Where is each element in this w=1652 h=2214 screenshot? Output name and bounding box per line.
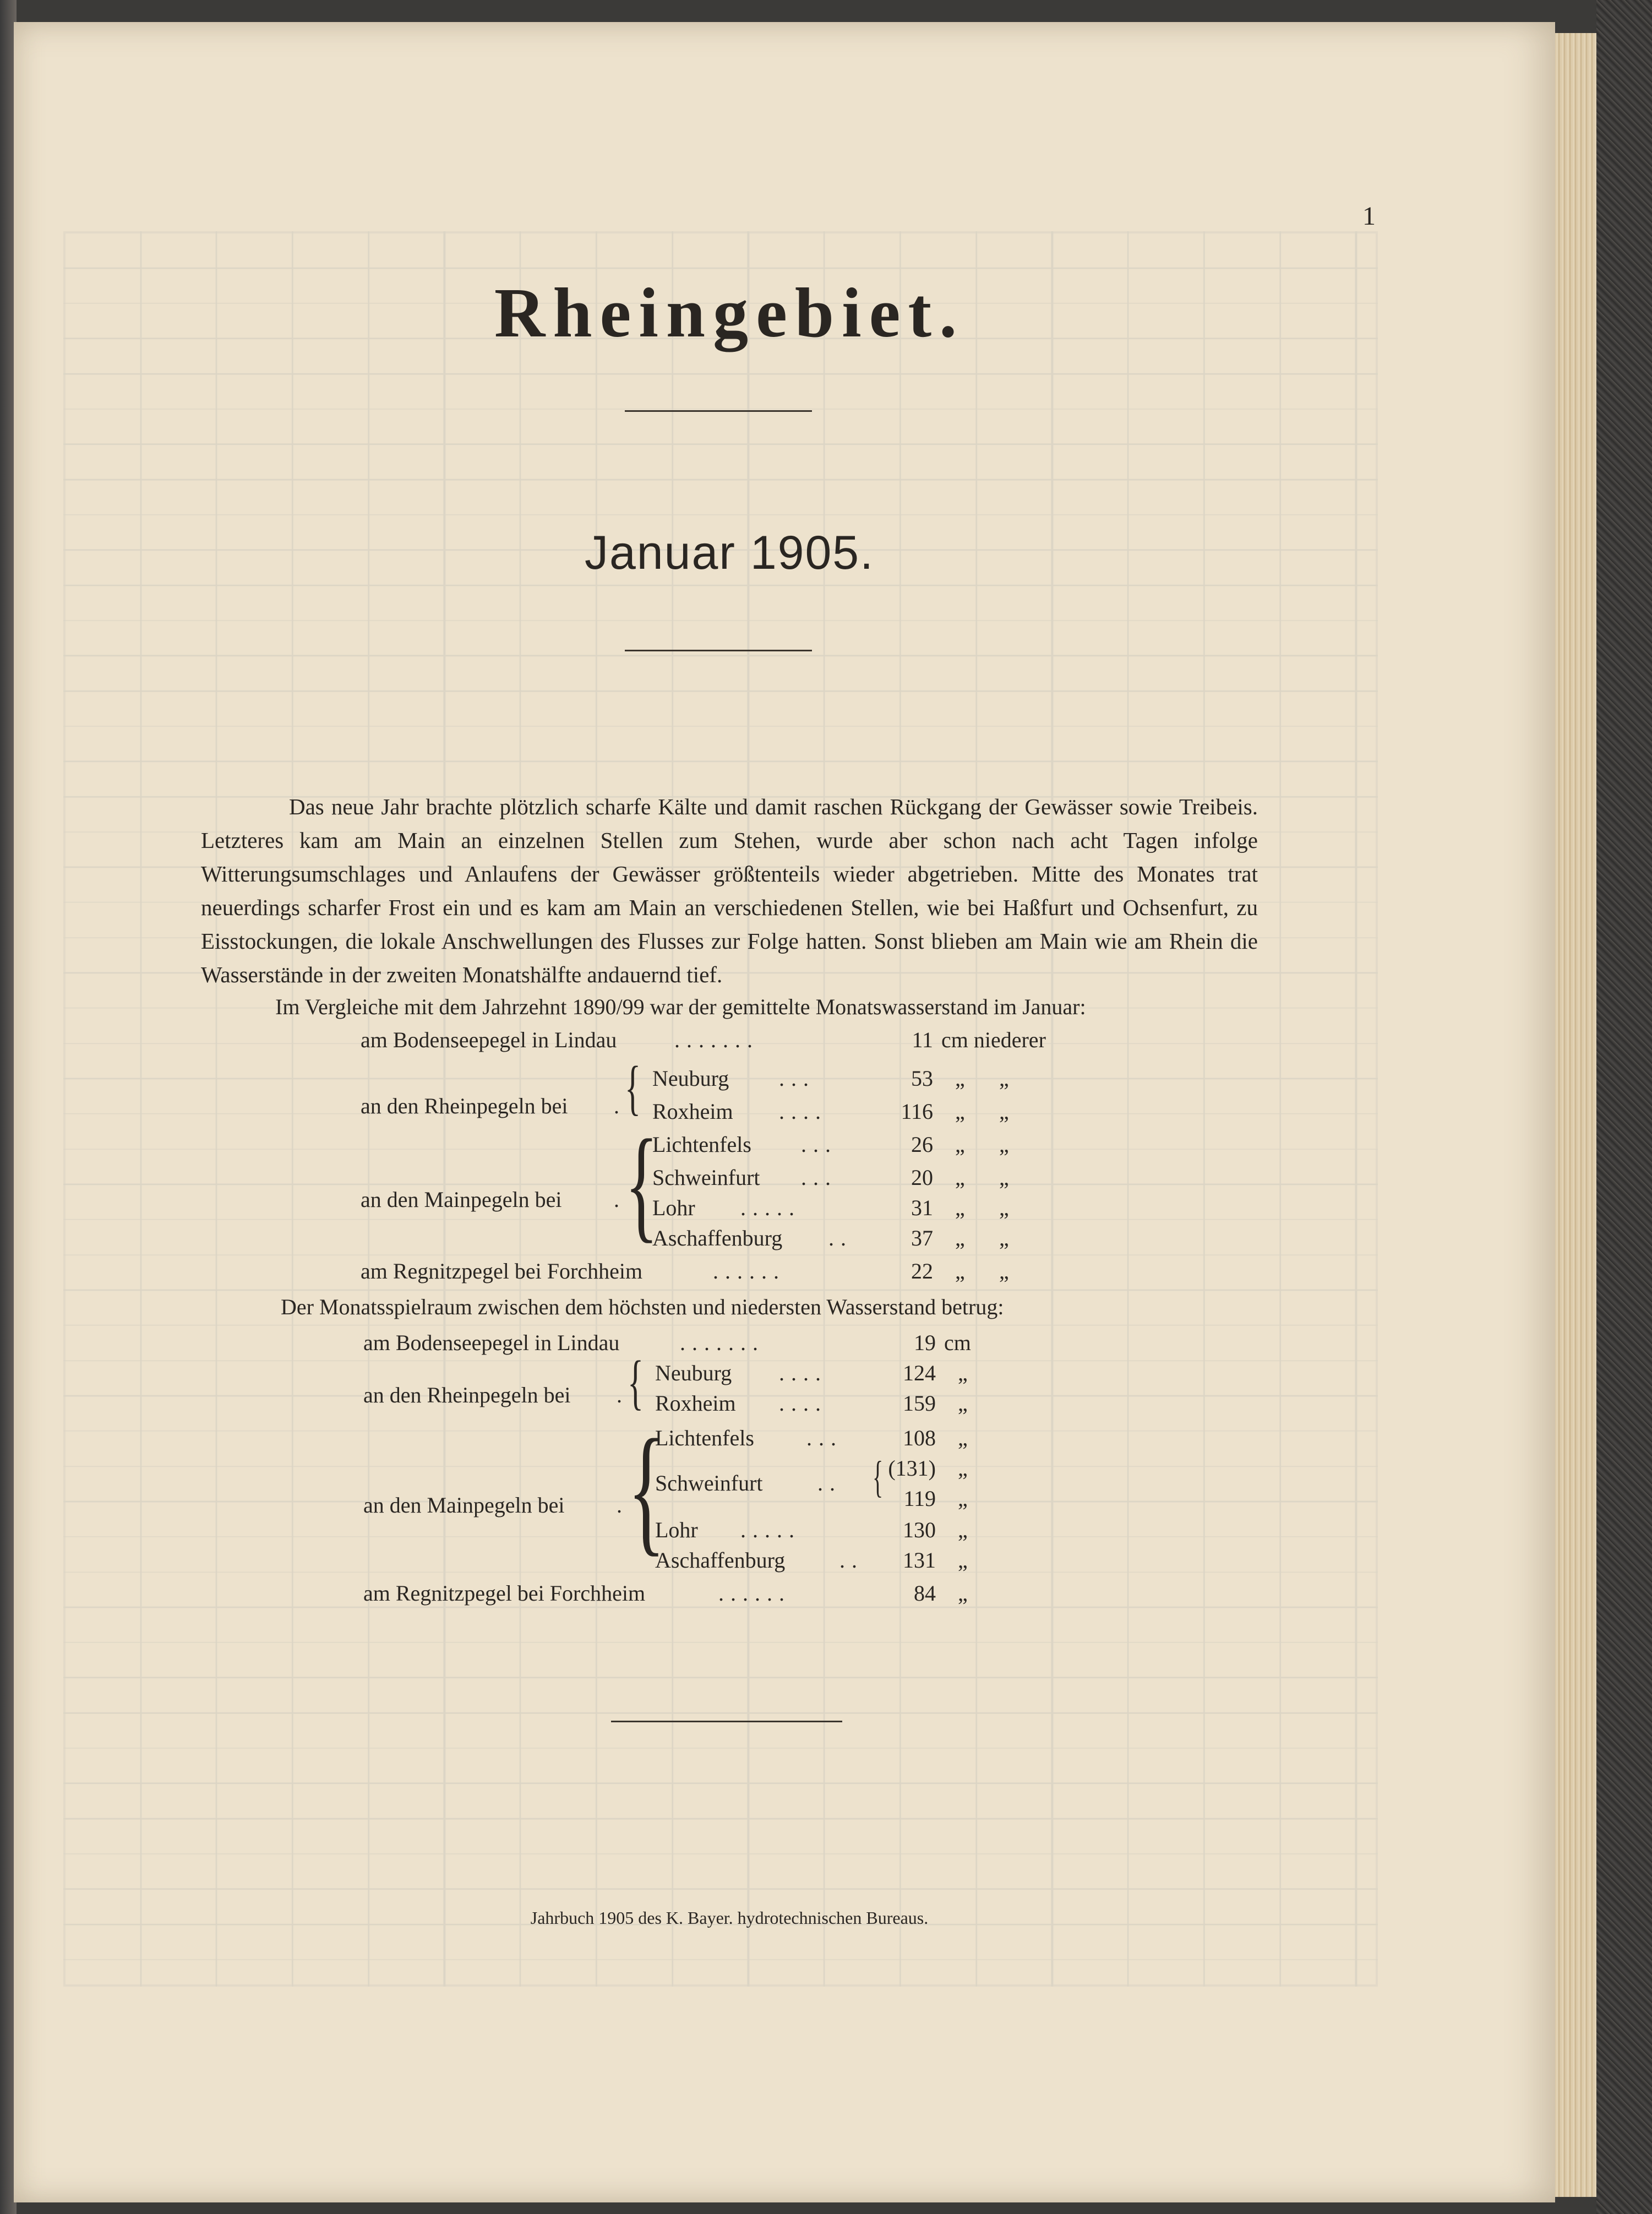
s2-regnitz-label: am Regnitzpegel bei Forchheim: [363, 1581, 646, 1606]
section2-intro: Der Monatsspielraum zwischen dem höchsten und niedersten Wasserstand betrug:: [281, 1294, 1004, 1319]
s1-main-dots-3: .....: [740, 1195, 801, 1220]
s2-ditto-2: „: [958, 1391, 968, 1416]
s2-rhein-brace: {: [628, 1348, 644, 1416]
intro-paragraph: [201, 790, 1258, 992]
s2-bodensee-unit: cm: [944, 1330, 971, 1355]
s1-ditto-3a: „: [955, 1132, 965, 1157]
s1-ditto-7b: „: [999, 1259, 1009, 1283]
page-number: 1: [1362, 202, 1376, 231]
title-rule: [625, 410, 812, 412]
s1-ditto-2a: „: [955, 1099, 965, 1124]
s1-ditto-1b: „: [999, 1066, 1009, 1091]
s1-ditto-5b: „: [999, 1195, 1009, 1220]
s2-rhein-neuburg-value: 124: [903, 1361, 936, 1385]
s2-ditto-3: „: [958, 1426, 968, 1450]
page-title: Rheingebiet.: [494, 274, 965, 352]
s2-main-dots-3: .....: [740, 1517, 801, 1542]
s2-rhein-roxheim-value: 159: [903, 1391, 936, 1416]
s1-main-schweinfurt-value: 20: [911, 1165, 933, 1190]
s1-ditto-6b: „: [999, 1226, 1009, 1250]
s1-ditto-4b: „: [999, 1165, 1009, 1190]
s1-main-dots-2: ...: [801, 1165, 837, 1190]
s1-bodensee-value: 11: [912, 1027, 933, 1052]
s1-rhein-dot: .: [614, 1094, 619, 1118]
s2-ditto-7: „: [958, 1581, 968, 1606]
s2-rhein-group: an den Rheinpegeln bei: [363, 1383, 571, 1407]
subtitle-rule: [625, 650, 812, 651]
s2-ditto-1: „: [958, 1361, 968, 1385]
s1-ditto-6a: „: [955, 1226, 965, 1250]
s1-main-lohr-value: 31: [911, 1195, 933, 1220]
s1-bodensee-unit: cm niederer: [941, 1027, 1046, 1052]
s2-ditto-5: „: [958, 1517, 968, 1542]
s1-main-aschaffenburg-value: 37: [911, 1226, 933, 1250]
s1-rhein-neuburg-value: 53: [911, 1066, 933, 1091]
s1-rhein-dots-1: ...: [779, 1066, 815, 1091]
s1-regnitz-dots: ......: [713, 1259, 786, 1283]
book-page: [14, 22, 1555, 2202]
s2-main-schweinfurt: Schweinfurt: [655, 1471, 763, 1495]
s1-regnitz-value: 22: [911, 1259, 933, 1283]
s1-bodensee-dots: .......: [674, 1027, 759, 1052]
s1-main-group: an den Mainpegeln bei: [361, 1187, 562, 1212]
closing-rule: [611, 1721, 842, 1722]
s2-main-dot: .: [617, 1493, 622, 1517]
s1-main-lichtenfels: Lichtenfels: [652, 1132, 751, 1157]
paragraph-text: Das neue Jahr brachte plötzlich scharfe Kälte und damit raschen Rückgang der Gewässer sowie Treibeis. Letzteres kam am Main an einzelnen Stellen zum Stehen, wurde aber schon nach acht Tagen infolge Witterungsumschlages und Anlaufens der Gewässer größtenteils wieder abgetrieben. Mitte des Monates trat neuerdings scharfer Frost ein und es kam am Main an verschiedenen Stellen, wie bei Haßfurt und Ochsenfurt, zu Eisstockungen, die lokale Anschwellungen des Flusses zur Folge hatten. Sonst blieben am Main wie am Rhein die Wasserstände in der zweiten Monatshälfte andauernd tief.: [201, 794, 1258, 987]
s2-main-group: an den Mainpegeln bei: [363, 1493, 565, 1517]
s1-main-aschaffenburg: Aschaffenburg: [652, 1226, 783, 1250]
s1-main-dots-4: ..: [828, 1226, 853, 1250]
s1-rhein-roxheim-value: 116: [901, 1099, 933, 1124]
s1-ditto-4a: „: [955, 1165, 965, 1190]
section1-intro: Im Vergleiche mit dem Jahrzehnt 1890/99 war der gemittelte Monatswasserstand im Januar:: [275, 994, 1086, 1019]
s2-rhein-neuburg: Neuburg: [655, 1361, 732, 1385]
s2-main-schweinfurt-value2: 119: [903, 1486, 936, 1511]
s2-ditto-4b: „: [958, 1486, 968, 1511]
s1-rhein-roxheim: Roxheim: [652, 1099, 733, 1124]
s2-main-lichtenfels: Lichtenfels: [655, 1426, 754, 1450]
s2-bodensee-dots: .......: [680, 1330, 765, 1355]
s2-ditto-6: „: [958, 1548, 968, 1573]
s2-main-lichtenfels-value: 108: [903, 1426, 936, 1450]
s1-ditto-5a: „: [955, 1195, 965, 1220]
page-edges: [1555, 33, 1596, 2197]
s2-schweinfurt-brace: {: [873, 1453, 884, 1502]
s2-regnitz-dots: ......: [718, 1581, 791, 1606]
s1-main-schweinfurt: Schweinfurt: [652, 1165, 760, 1190]
s1-rhein-brace: {: [625, 1054, 641, 1121]
s2-rhein-dots-2: ....: [779, 1391, 827, 1416]
s2-rhein-dots-1: ....: [779, 1361, 827, 1385]
s2-main-brace: {: [628, 1410, 666, 1569]
s2-main-schweinfurt-value: (131): [888, 1456, 936, 1481]
s2-bodensee-label: am Bodenseepegel in Lindau: [363, 1330, 620, 1355]
s2-main-lohr-value: 130: [903, 1517, 936, 1542]
s1-regnitz-label: am Regnitzpegel bei Forchheim: [361, 1259, 643, 1283]
s2-main-aschaffenburg-value: 131: [903, 1548, 936, 1573]
book-cover-edge: [1596, 0, 1652, 2214]
s2-main-lohr: Lohr: [655, 1517, 698, 1542]
s1-main-dots-1: ...: [801, 1132, 837, 1157]
s1-ditto-2b: „: [999, 1099, 1009, 1124]
s1-ditto-1a: „: [955, 1066, 965, 1091]
s2-rhein-dot: .: [617, 1383, 622, 1407]
s1-main-dot: .: [614, 1187, 619, 1212]
footer-citation: Jahrbuch 1905 des K. Bayer. hydrotechnischen Bureaus.: [530, 1908, 929, 1928]
s1-rhein-neuburg: Neuburg: [652, 1066, 729, 1091]
s2-bodensee-value: 19: [914, 1330, 936, 1355]
s1-main-lichtenfels-value: 26: [911, 1132, 933, 1157]
s2-ditto-4a: „: [958, 1456, 968, 1481]
s1-main-brace: {: [625, 1113, 658, 1254]
s2-main-dots-2: ..: [817, 1471, 842, 1495]
s1-rhein-group: an den Rheinpegeln bei: [361, 1094, 568, 1118]
s2-main-aschaffenburg: Aschaffenburg: [655, 1548, 786, 1573]
s1-main-lohr: Lohr: [652, 1195, 695, 1220]
month-title: Januar 1905.: [584, 526, 875, 579]
s1-bodensee-label: am Bodenseepegel in Lindau: [361, 1027, 617, 1052]
s1-rhein-dots-2: ....: [779, 1099, 827, 1124]
s1-ditto-7a: „: [955, 1259, 965, 1283]
s1-ditto-3b: „: [999, 1132, 1009, 1157]
s2-main-dots-1: ...: [806, 1426, 843, 1450]
s2-rhein-roxheim: Roxheim: [655, 1391, 736, 1416]
s2-main-dots-4: ..: [839, 1548, 864, 1573]
s2-regnitz-value: 84: [914, 1581, 936, 1606]
